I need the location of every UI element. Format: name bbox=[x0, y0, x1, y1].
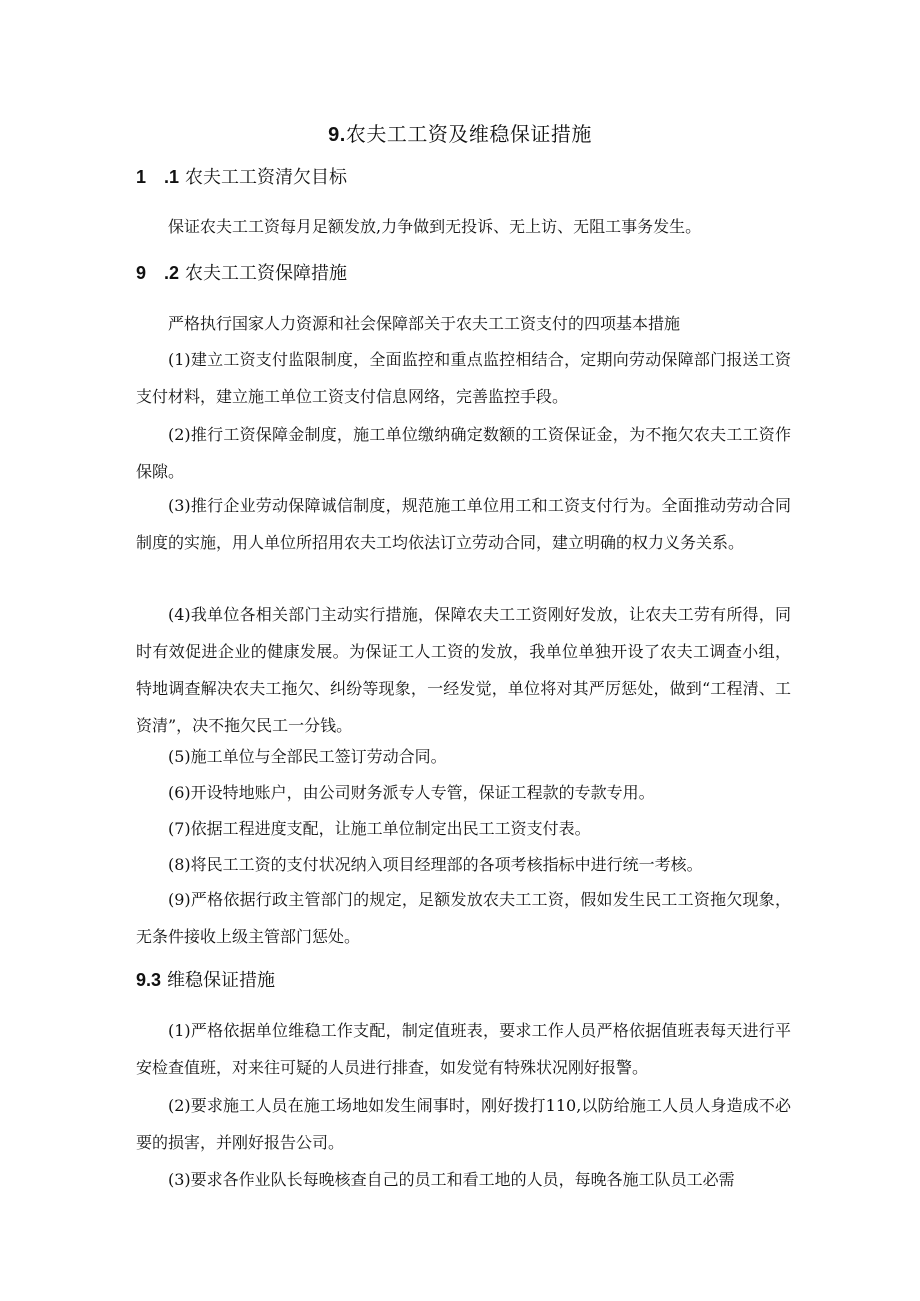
paragraph: (5)施工单位与全部民工签订劳动合同。 bbox=[168, 747, 447, 766]
title-text: 农夫工工资及维稳保证措施 bbox=[345, 122, 592, 146]
paragraph: (2)要求施工人员在施工场地如发生闹事时，刚好拨打110,以防给施工人员人身造成不必要的损害，并刚好报告公司。 bbox=[136, 1096, 791, 1152]
page-title bbox=[0, 118, 920, 147]
section-number: 9.3 bbox=[136, 970, 162, 990]
paragraph: (1)建立工资支付监限制度，全面监控和重点监控相结合，定期向劳动保障部门报送工资支付材料，建立施工单位工资支付信息网络，完善监控手段。 bbox=[136, 350, 791, 406]
paragraph: 严格执行国家人力资源和社会保障部关于农夫工工资支付的四项基本措施 bbox=[168, 314, 681, 333]
paragraph: (6)开设特地账户，由公司财务派专人专管，保证工程款的专款专用。 bbox=[168, 783, 655, 802]
section-number: 9 .2 bbox=[136, 263, 180, 283]
paragraph: (4)我单位各相关部门主动实行措施，保障农夫工工资刚好发放，让农夫工劳有所得，同时有效促进企业的健康发展。为保证工人工资的发放，我单位单独开设了农夫工调查小组，特地调查解决农夫工拖欠、纠纷等现象，一经发觉，单位将对其严厉惩处，做到“工程清、工资清”，决不拖欠民工一分钱。 bbox=[136, 605, 791, 735]
paragraph: (3)推行企业劳动保障诚信制度，规范施工单位用工和工资支付行为。全面推动劳动合同制度的实施，用人单位所招用农夫工均依法订立劳动合同，建立明确的权力义务关系。 bbox=[136, 496, 791, 552]
section-title: 维稳保证措施 bbox=[167, 970, 276, 991]
paragraph: (9)严格依据行政主管部门的规定，足额发放农夫工工资，假如发生民工工资拖欠现象，无条件接收上级主管部门惩处。 bbox=[136, 890, 791, 946]
section-heading-2 bbox=[136, 259, 347, 285]
section-number: 1 .1 bbox=[136, 167, 180, 187]
paragraph: (2)推行工资保障金制度，施工单位缴纳确定数额的工资保证金，为不拖欠农夫工工资作保隙。 bbox=[136, 425, 791, 481]
paragraph: (8)将民工工资的支付状况纳入项目经理部的各项考核指标中进行统一考核。 bbox=[168, 855, 703, 874]
paragraph: (3)要求各作业队长每晚核查自己的员工和看工地的人员，每晚各施工队员工必需 bbox=[168, 1170, 735, 1189]
section-title: 农夫工工资保障措施 bbox=[185, 263, 348, 284]
section-heading-3 bbox=[136, 966, 275, 992]
title-number: 9. bbox=[328, 124, 346, 146]
paragraph: 保证农夫工工资每月足额发放,力争做到无投诉、无上访、无阻工事务发生。 bbox=[168, 217, 702, 236]
paragraph: (7)依据工程进度支配，让施工单位制定出民工工资支付表。 bbox=[168, 819, 591, 838]
section-heading-1 bbox=[136, 163, 347, 189]
section-title: 农夫工工资清欠目标 bbox=[185, 167, 348, 188]
paragraph: (1)严格依据单位维稳工作支配，制定值班表，要求工作人员严格依据值班表每天进行平安检查值班，对来往可疑的人员进行排查，如发觉有特殊状况刚好报警。 bbox=[136, 1021, 791, 1077]
